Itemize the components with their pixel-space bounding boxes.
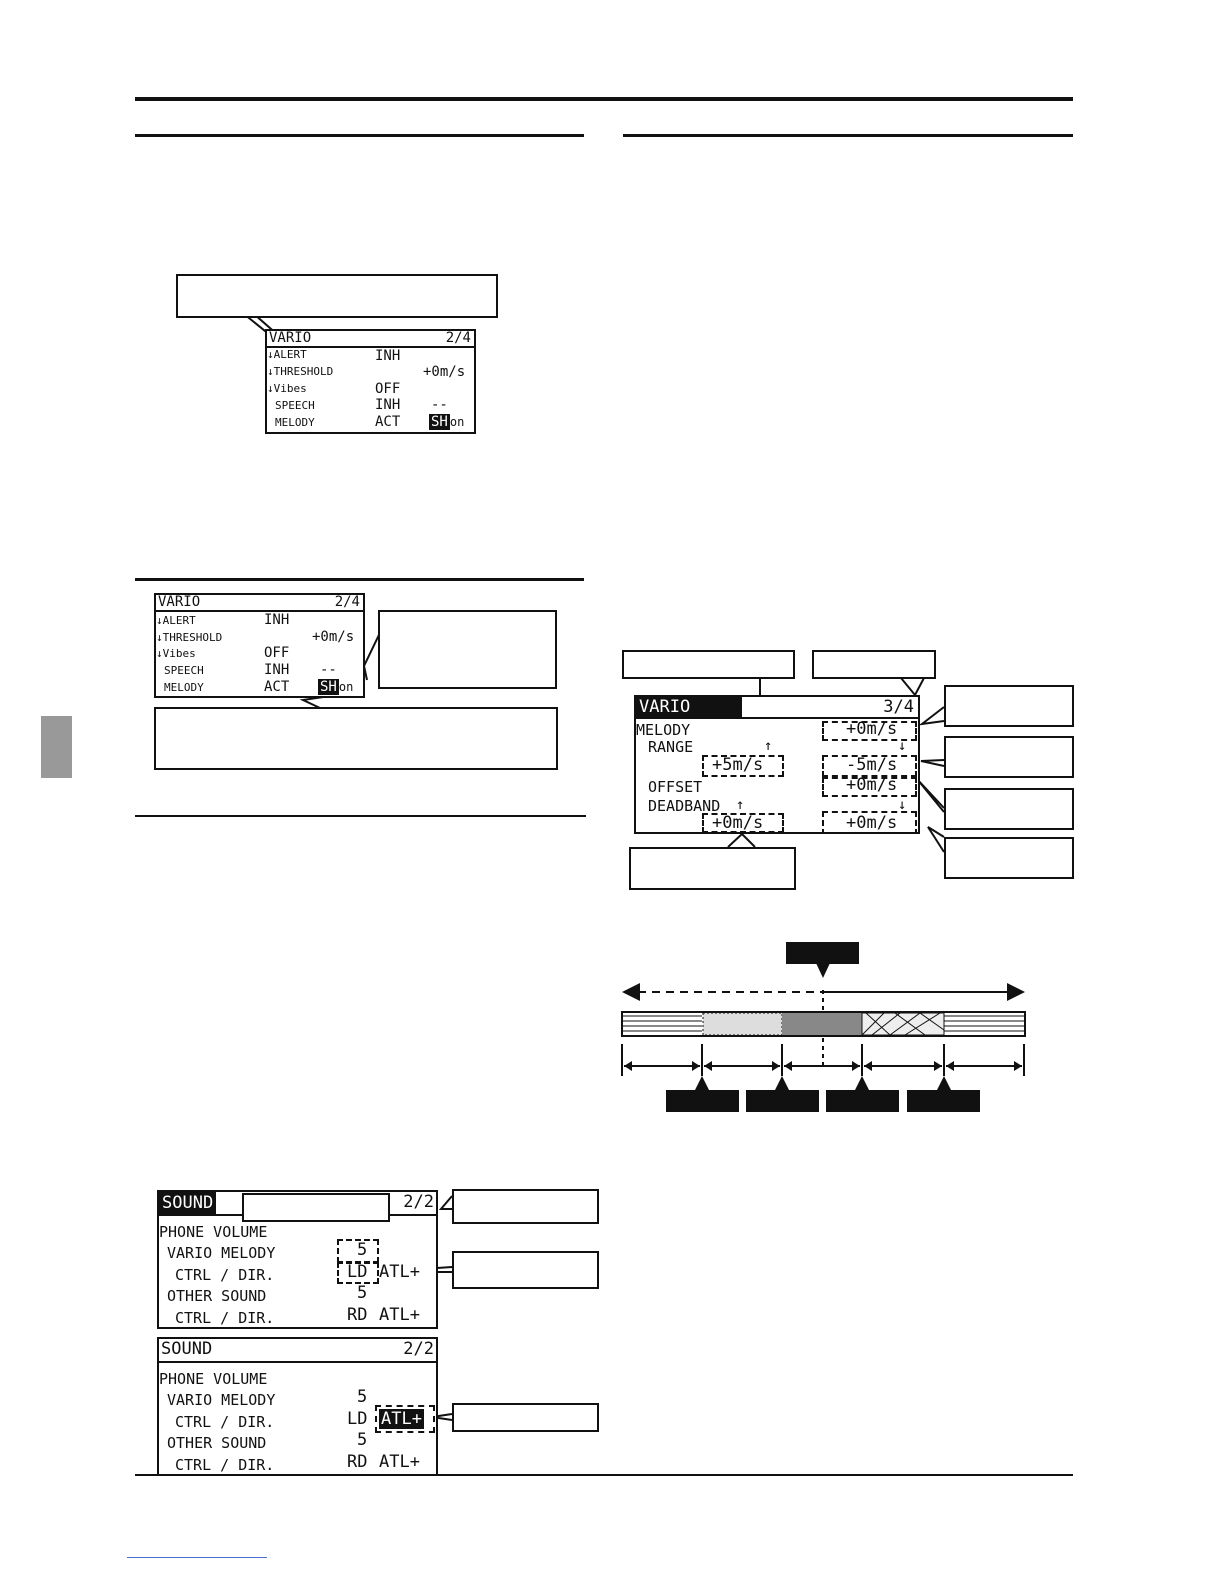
row-label: ↓ALERT bbox=[267, 348, 307, 361]
range-high: -5m/s bbox=[846, 755, 898, 775]
row-label: CTRL / DIR. bbox=[175, 1413, 275, 1431]
sh-label: SH bbox=[431, 414, 448, 430]
zone-tag-1 bbox=[666, 1090, 739, 1112]
callout-box-10 bbox=[944, 685, 1074, 727]
row-label: ↓ALERT bbox=[156, 614, 196, 627]
callout-box-5 bbox=[452, 1189, 599, 1224]
down-arrow: ↓ bbox=[898, 797, 907, 813]
callout-box-13 bbox=[944, 837, 1074, 879]
callout-box-4 bbox=[242, 1193, 390, 1222]
page-number: 2/2 bbox=[403, 1339, 434, 1359]
row-value: ACT bbox=[375, 414, 401, 430]
up-arrow: ↑ bbox=[764, 738, 773, 754]
range-low: +5m/s bbox=[712, 755, 764, 775]
row-label: CTRL / DIR. bbox=[175, 1309, 275, 1327]
melody-label: MELODY bbox=[636, 721, 691, 739]
row-extra: -- bbox=[431, 397, 448, 413]
row-extra: ATL+ bbox=[379, 1452, 420, 1472]
callout-box-1 bbox=[176, 274, 498, 318]
center-tag bbox=[786, 942, 859, 964]
atl-selected: ATL+ bbox=[381, 1409, 422, 1429]
row-value: OFF bbox=[375, 381, 401, 397]
zone-tag-3 bbox=[826, 1090, 899, 1112]
row-label: ↓THRESHOLD bbox=[156, 631, 223, 644]
row-label: PHONE VOLUME bbox=[159, 1223, 268, 1241]
sh-badge bbox=[318, 680, 353, 694]
row-value: 5 bbox=[357, 1387, 368, 1407]
row-value: INH bbox=[375, 397, 401, 413]
highlight-range-high bbox=[822, 755, 917, 777]
row-value: RD bbox=[347, 1305, 368, 1325]
highlight-melody bbox=[822, 721, 917, 741]
page-number: 2/4 bbox=[445, 330, 471, 346]
row-extra: ATL+ bbox=[379, 1305, 420, 1325]
row-value: LD bbox=[347, 1262, 368, 1282]
down-arrow: ↓ bbox=[898, 738, 907, 754]
row-label: ↓THRESHOLD bbox=[267, 365, 334, 378]
row-value: ACT bbox=[264, 679, 290, 695]
highlight-range-low bbox=[702, 755, 784, 777]
screen-title: VARIO bbox=[158, 594, 201, 610]
row-label: PHONE VOLUME bbox=[159, 1370, 268, 1388]
on-label: on bbox=[338, 680, 354, 694]
row-extra: +0m/s bbox=[312, 629, 355, 645]
row-value: 5 bbox=[357, 1430, 368, 1450]
highlight-atl bbox=[375, 1405, 435, 1433]
deadband-high: +0m/s bbox=[846, 813, 898, 833]
title-underline bbox=[156, 610, 363, 612]
row-value: LD bbox=[347, 1409, 368, 1429]
screen-title: SOUND bbox=[161, 1339, 213, 1359]
sh-badge bbox=[429, 415, 464, 429]
callout-box-14 bbox=[629, 847, 796, 890]
row-value: INH bbox=[264, 612, 290, 628]
page-number: 2/4 bbox=[334, 594, 360, 610]
row-extra: ATL+ bbox=[379, 1262, 420, 1282]
row-label: ↓Vibes bbox=[267, 382, 307, 395]
vario-screen-page2-a bbox=[265, 329, 476, 434]
zone-tag-4 bbox=[907, 1090, 980, 1112]
callout-box-11 bbox=[944, 736, 1074, 778]
zone-tag-2 bbox=[746, 1090, 819, 1112]
deadband-label: DEADBAND bbox=[648, 797, 721, 815]
offset-label: OFFSET bbox=[648, 778, 703, 796]
row-value: INH bbox=[375, 348, 401, 364]
row-label: VARIO MELODY bbox=[167, 1391, 276, 1409]
row-value: OFF bbox=[264, 645, 290, 661]
screen-title: VARIO bbox=[636, 697, 742, 717]
highlight-volume bbox=[337, 1239, 379, 1263]
row-extra: -- bbox=[320, 662, 337, 678]
callout-box-3 bbox=[154, 707, 558, 770]
highlight-offset bbox=[822, 777, 917, 797]
callout-box-9 bbox=[812, 650, 936, 679]
row-value: 5 bbox=[357, 1240, 368, 1260]
up-arrow: ↑ bbox=[736, 797, 745, 813]
melody-value: +0m/s bbox=[846, 719, 898, 739]
screen-title: SOUND bbox=[159, 1192, 216, 1214]
row-label: ↓Vibes bbox=[156, 647, 196, 660]
offset-value: +0m/s bbox=[846, 775, 898, 795]
row-label: VARIO MELODY bbox=[167, 1244, 276, 1262]
page-number: 3/4 bbox=[883, 697, 914, 717]
row-label: OTHER SOUND bbox=[167, 1287, 267, 1305]
callout-box-12 bbox=[944, 788, 1074, 830]
row-label: CTRL / DIR. bbox=[175, 1266, 275, 1284]
callout-box-6 bbox=[452, 1251, 599, 1289]
highlight-deadband-high bbox=[822, 811, 917, 834]
sound-screen-b bbox=[157, 1337, 438, 1476]
callout-box-2 bbox=[378, 610, 557, 689]
row-label: MELODY bbox=[164, 681, 204, 694]
callout-box-8 bbox=[622, 650, 795, 679]
highlight-ctrl bbox=[337, 1262, 379, 1284]
deadband-low: +0m/s bbox=[712, 813, 764, 833]
row-value: RD bbox=[347, 1452, 368, 1472]
row-extra: +0m/s bbox=[423, 364, 466, 380]
row-label: OTHER SOUND bbox=[167, 1434, 267, 1452]
row-label: MELODY bbox=[275, 416, 315, 429]
highlight-deadband-low bbox=[702, 813, 784, 833]
vario-screen-page2-b bbox=[154, 593, 365, 698]
callout-box-7 bbox=[452, 1403, 599, 1432]
vario-screen-page3 bbox=[634, 695, 920, 834]
title-underline bbox=[159, 1361, 436, 1363]
on-label: on bbox=[449, 415, 465, 429]
row-label: CTRL / DIR. bbox=[175, 1456, 275, 1474]
range-label: RANGE bbox=[648, 738, 694, 756]
row-value: 5 bbox=[357, 1283, 368, 1303]
sh-label: SH bbox=[320, 679, 337, 695]
row-label: SPEECH bbox=[164, 664, 204, 677]
screen-title: VARIO bbox=[269, 330, 312, 346]
row-label: SPEECH bbox=[275, 399, 315, 412]
row-value: INH bbox=[264, 662, 290, 678]
page-number: 2/2 bbox=[403, 1192, 434, 1212]
